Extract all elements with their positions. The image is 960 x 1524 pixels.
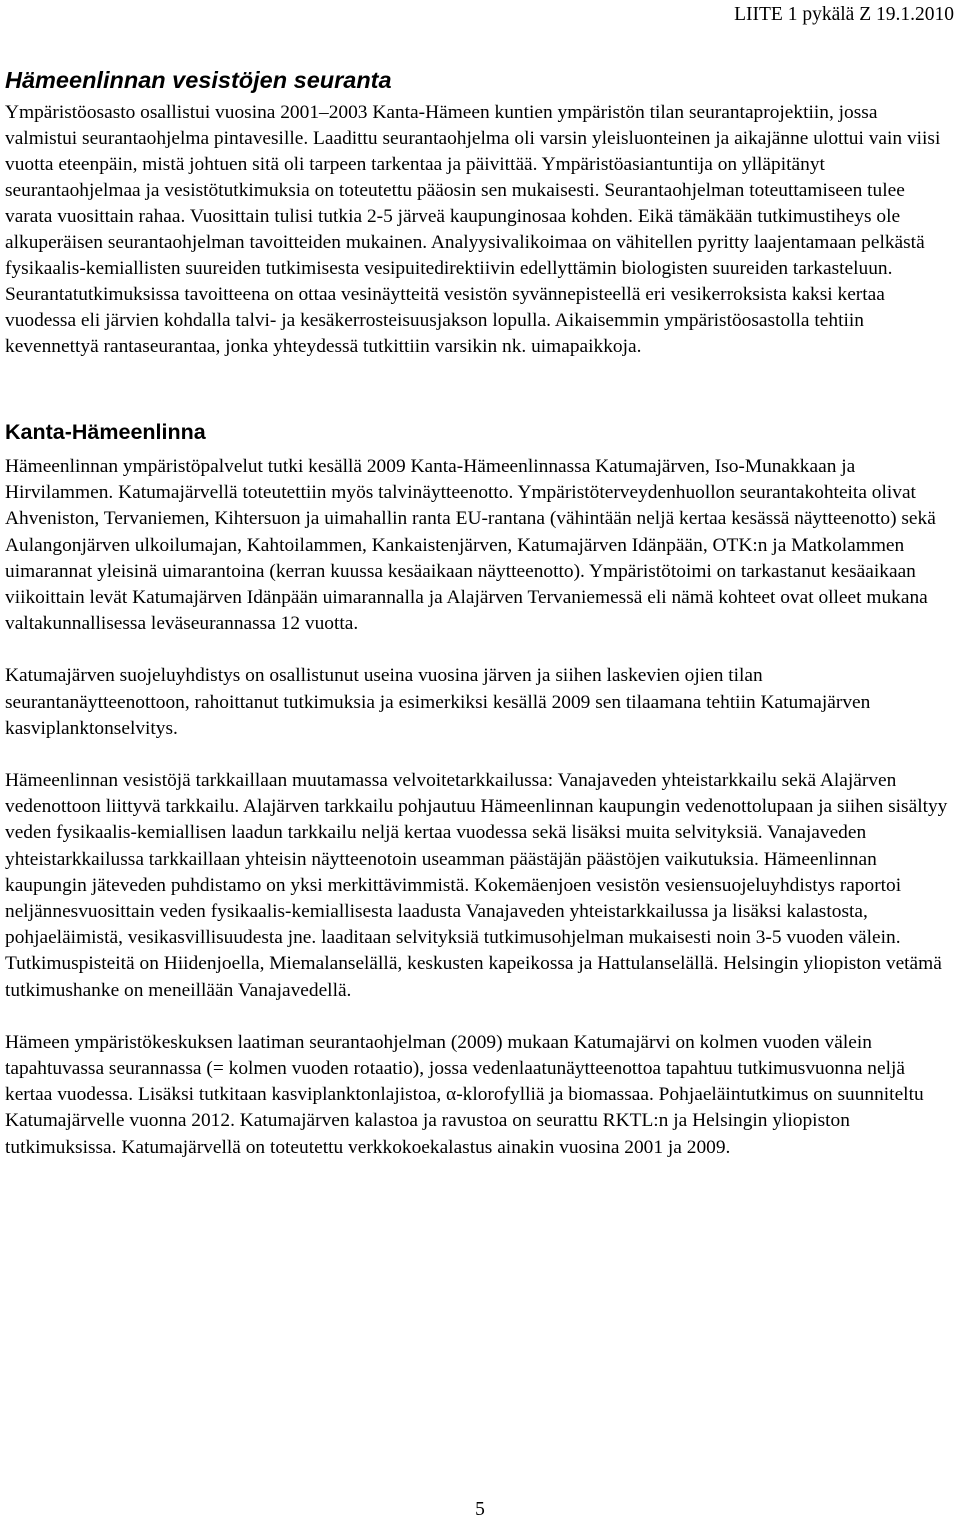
section-paragraph-4: Hämeen ympäristökeskuksen laatiman seurantaohjelman (2009) mukaan Katumajärvi on kolmen vuoden välein tapahtuvassa seurannassa (= kolmen vuoden rotaatio), jossa vedenlaatunäytteenottoa tapahtuu tutkimusvuonna neljä kertaa vuodessa. Lisäksi tutkitaan kasviplanktonlajistoa, α-klorofylliä ja biomassaa. Pohjaeläintutkimus on suunniteltu Katumajärvelle vuonna 2012. Katumajärven kalastoa ja ravustoa on seurattu RKTL:n ja Helsingin yliopiston tutkimuksissa. Katumajärvellä on toteutettu verkkokoekalastus ainakin vuosina 2001 ja 2009. [5, 1031, 924, 1158]
section-paragraph-2: Katumajärven suojeluyhdistys on osallistunut useina vuosina järven ja siihen laskevien ojien tilan seurantanäytteenottoon, rahoittanut tutkimuksia ja esimerkiksi kesällä 2009 sen tilaamana tehtiin Katumajärven kasviplanktonselvitys. [5, 665, 871, 739]
intro-text-part-1: Ympäristöosasto osallistui vuosina 2001–2003 Kanta-Hämeen kuntien ympäristön tilan seurantaprojektiin, jossa valmistui seurantaohjelma pintavesille. [5, 102, 878, 149]
page-title: Hämeenlinnan vesistöjen seuranta [5, 67, 392, 93]
appendix-label: LIITE 1 pykälä Z 19.1.2010 [734, 4, 954, 25]
intro-text-part-3: Analyysivalikoimaa on vähitellen pyritty laajentamaan pelkästä fysikaalis-kemiallisten suureiden tutkimisesta vesipuitedirektiivin edellyttämin biologisten suureiden tarkasteluun. Seurantatutkimuksissa tavoitteena on ottaa vesinäytteitä vesistön syvännepisteellä eri vesikerroksista kaksi kertaa vuodessa eli järvien kohdalla talvi- ja kesäkerrosteisuusjakson lopulla. Aikaisemmin ympäristöosastolla tehtiin kevennettyä rantaseurantaa, jonka yhteydessä tutkittiin varsikin nk. uimapaikkoja. [5, 232, 925, 357]
section-paragraph-3: Hämeenlinnan vesistöjä tarkkaillaan muutamassa velvoitetarkkailussa: Vanajaveden yhteistarkkailu sekä Alajärven vedenottoon liittyvä tarkkailu. Alajärven tarkkailu pohjautuu Hämeenlinnan kaupungin vedenottolupaan ja siihen sisältyy veden fysikaalis-kemiallisen laadun tarkkailu neljä kertaa vuodessa sekä lisäksi muita selvityksiä. Vanajaveden yhteistarkkailussa tarkkaillaan yhteisin näytteenotoin useamman päästäjän päästöjen vaikutuksia. Hämeenlinnan kaupungin jäteveden puhdistamo on yksi merkittävimmistä. Kokemäenjoen vesistön vesiensuojeluyhdistys raportoi neljännesvuosittain veden fysikaalis-kemiallisesta laadusta Vanajaveden yhteistarkkailussa ja lisäksi kalastosta, pohjaeläimistä, vesikasvillisuudesta jne. laaditaan selvityksiä tutkimusohjelman mukaisesti noin 3-5 vuoden välein. Tutkimuspisteitä on Hiidenjoella, Miemalanselällä, keskusten kapeikossa ja Hattulanselällä. Helsingin yliopiston vetämä tutkimushanke on meneillään Vanajavedellä. [5, 770, 948, 1001]
document-body [5, 62, 951, 1161]
section-paragraph-1: Hämeenlinnan ympäristöpalvelut tutki kesällä 2009 Kanta-Hämeenlinnassa Katumajärven, Iso-Munakkaan ja Hirvilammen. Katumajärvellä toteutettiin myös talvinäytteenotto. Ympäristöterveydenhuollon seurantakohteita olivat Ahveniston, Tervaniemen, Kihtersuon ja uimahallin ranta EU-rantana (vähintään neljä kertaa kesässä näytteenotto) sekä Aulangonjärven ulkoilumajan, Kahtoilammen, Kankaistenjärven, Katumajärven Idänpään, OTK:n ja Matkolammen uimarannat yleisinä uimarantoina (kerran kuussa kesäaikaan näytteenotto). Ympäristötoimi on tarkastanut kesäaikaan viikoittain levät Katumajärven Idänpään uimarannalla ja Alajärven Tervaniemessä eli nämä kohteet ovat olleet mukana valtakunnallisessa leväseurannassa 12 vuotta. [5, 456, 936, 635]
page-number: 5 [475, 1499, 485, 1520]
intro-text-part-2: Laadittu seurantaohjelma oli varsin yleisluonteinen ja aikajänne ulottui vain viisi vuotta eteenpäin, mistä johtuen sitä oli tarpeen tarkentaa ja päivittää. Ympäristöasiantuntija on ylläpitänyt seurantaohjelmaa ja vesistötutkimuksia on toteutettu pääosin sen mukaisesti. Seurantaohjelman toteuttamiseen tulee varata vuosittain rahaa. Vuosittain tulisi tutkia 2-5 järveä kaupunginosaa kohden. Eikä tämäkään tutkimustiheys ole alkuperäisen seurantaohjelman tavoitteiden mukainen. [5, 128, 941, 253]
intro-paragraph [5, 100, 951, 360]
section-heading: Kanta-Hämeenlinna [5, 420, 206, 444]
